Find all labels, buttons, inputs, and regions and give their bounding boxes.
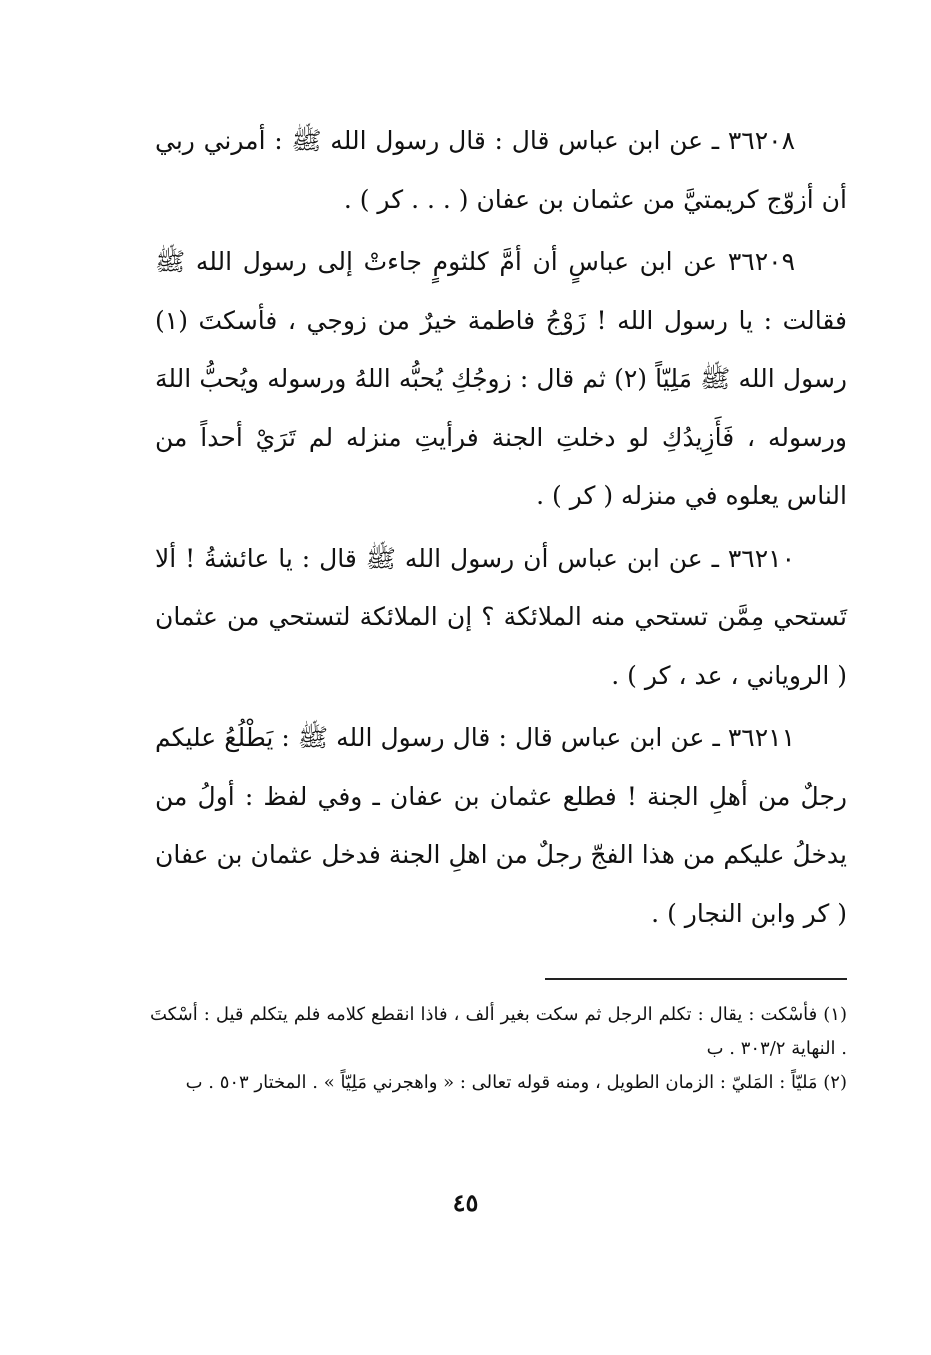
footnote-1: (١) فأسْكت : يقال : تكلم الرجل ثم سكت بغير ألف ، فاذا انقطع كلامه فلم يتكلم قيل : أسْكتَ . النهاية ٣٠٣/٢ . ب [150,1004,847,1059]
footnote-2: (٢) مَليّاً : المَليّ : الزمان الطويل ، ومنه قوله تعالى : « واهجرني مَلِيّاً » . المختار ٥٠٣ . ب [185,1072,847,1093]
hadith-entry-36211: ٣٦٢١١ ـ عن ابن عباس قال : قال رسول الله ﷺ : يَطْلُعُ عليكم رجلٌ من أهلِ الجنة ! فطلع عثمان بن عفان ـ وفي لفظ : أولُ من يدخلُ عليكم من هذا الفجّ رجلٌ من اهلِ الجنة فدخل عثمان بن عفان ( كر وابن النجار ) . [155,723,847,928]
hadith-entry-36210: ٣٦٢١٠ ـ عن ابن عباس أن رسول الله ﷺ قال : يا عائشةُ ! ألا تَستحي مِمَّن تستحي منه الملائكة ؟ إن الملائكة لتستحي من عثمان ( الروياني ، عد ، كر ) . [155,543,847,690]
hadith-entry-36208: ٣٦٢٠٨ ـ عن ابن عباس قال : قال رسول الله ﷺ : أمرني ربي أن أزوّج كريمتيَّ من عثمان بن عفان ( . . . كر ) . [155,126,847,214]
footnote-divider [545,978,847,980]
footnotes [150,998,847,1100]
main-text [155,112,847,947]
page-number: ٤٥ [452,1188,479,1217]
hadith-entry-36209: ٣٦٢٠٩ عن ابن عباسٍ أن أمَّ كلثومٍ جاءتْ إلى رسول الله ﷺ فقالت : يا رسول الله ! زَوْجُ فاطمة خيرٌ من زوجي ، فأسكتَ (١) رسول الله ﷺ مَلِيّاً (٢) ثم قال : زوجُكِ يُحبُّه اللهُ ورسوله ويُحبُّ اللهَ ورسوله ، فَأَزِيدُكِ لو دخلتِ الجنة فرأيتِ منزله لم تَرَيْ أحداً من الناس يعلوه في منزله ( كر ) . [155,247,847,510]
